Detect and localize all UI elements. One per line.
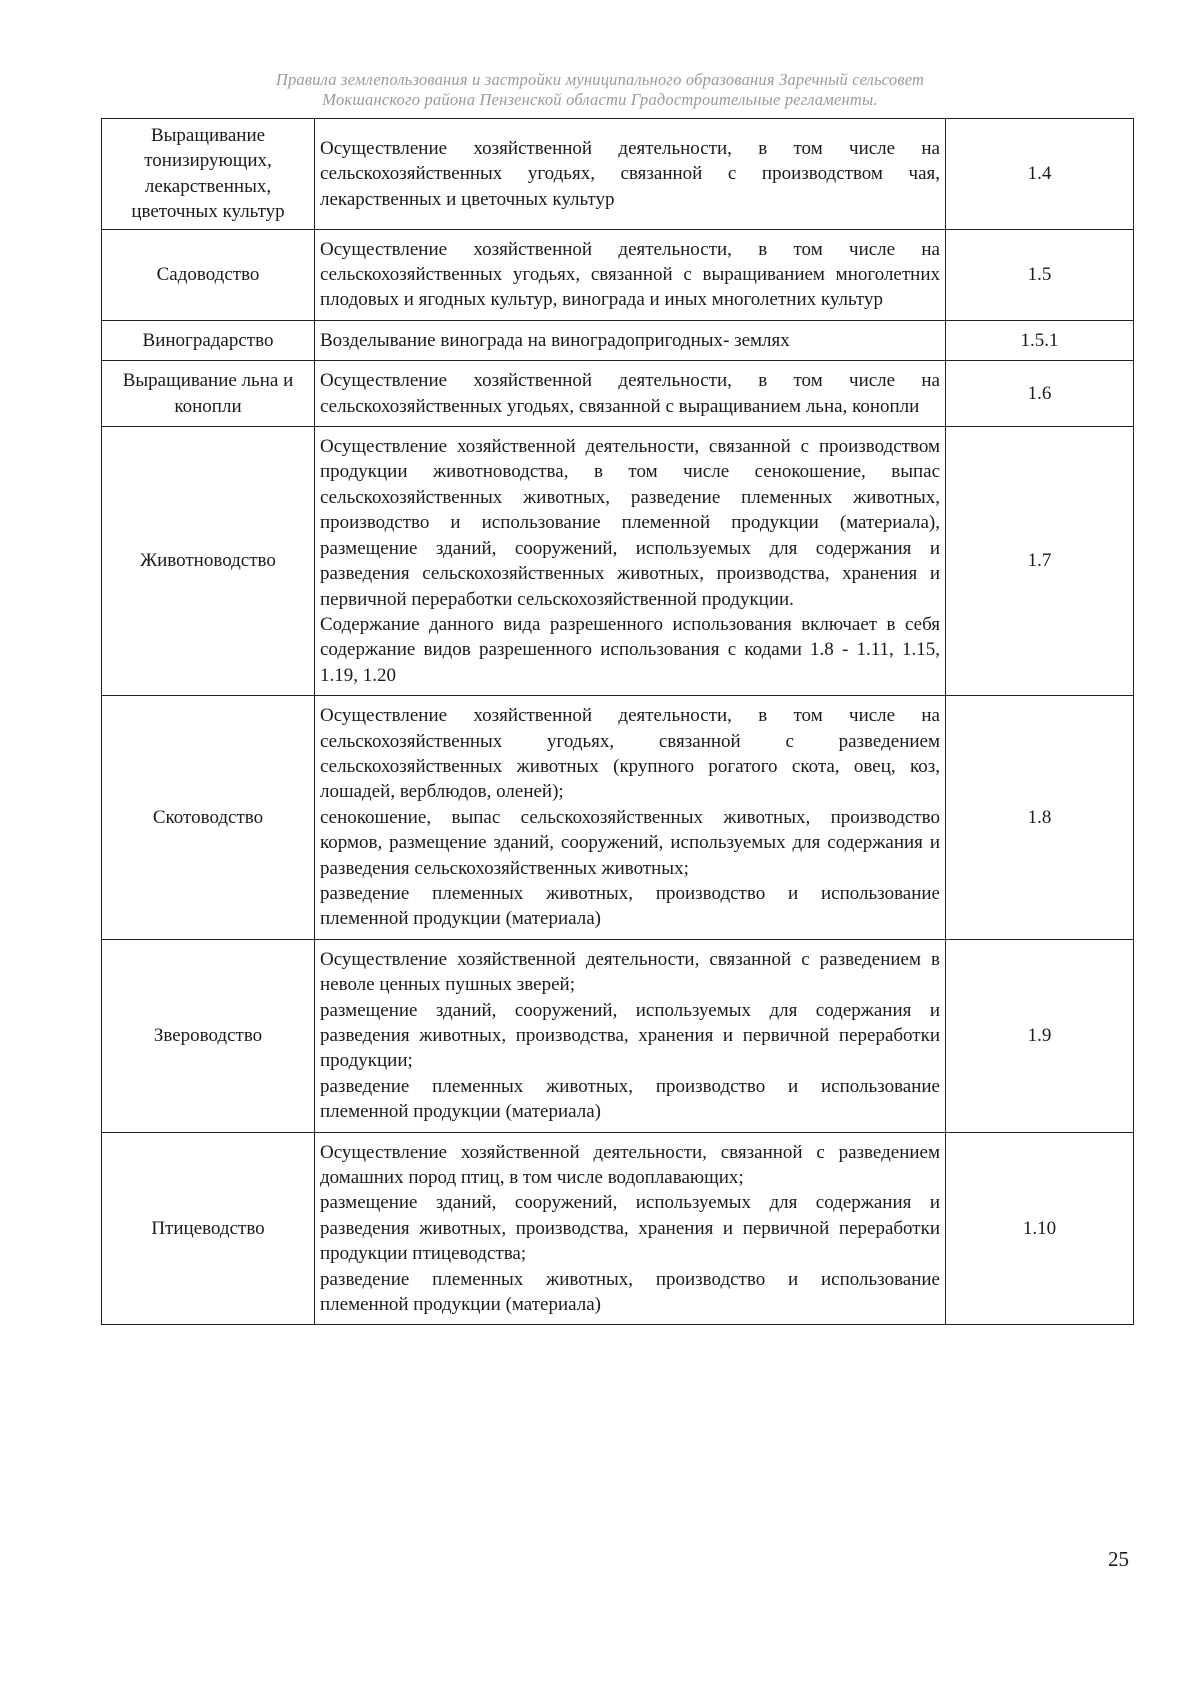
description-paragraph: Осуществление хозяйственной деятельности, в том числе на сельскохозяйственных угодьях, связанной с выращиванием льна, конопли: [320, 370, 940, 417]
use-type-description: [315, 939, 946, 1132]
use-type-code: 1.4: [946, 119, 1134, 230]
description-paragraph: Осуществление хозяйственной деятельности, связанной с разведением в неволе ценных пушных зверей;: [320, 948, 940, 996]
description-paragraph: Осуществление хозяйственной деятельности, связанной с разведением домашних пород птиц, в том числе водоплавающих;: [320, 1141, 940, 1189]
use-type-name: Животноводство: [102, 427, 315, 696]
table-row: [102, 1132, 1134, 1325]
description-paragraph: Осуществление хозяйственной деятельности, в том числе на сельскохозяйственных угодьях, связанной с разведением сельскохозяйственных животных (крупного рогатого скота, овец, коз, лошадей, верблюдов, оленей);: [320, 705, 940, 803]
table-row: [102, 119, 1134, 230]
description-paragraph: разведение племенных животных, производство и использование племенной продукции (материала): [320, 1268, 940, 1316]
page-header: [0, 70, 1200, 110]
description-paragraph: разведение племенных животных, производство и использование племенной продукции (материала): [320, 882, 940, 930]
page-number: 25: [1108, 1547, 1129, 1571]
use-type-description: [315, 119, 946, 230]
use-type-name: Выращивание тонизирующих, лекарственных, цветочных культур: [102, 119, 315, 230]
use-type-name: Виноградарство: [102, 320, 315, 360]
use-type-name: Птицеводство: [102, 1132, 315, 1325]
description-paragraph: сенокошение, выпас сельскохозяйственных животных, производство кормов, размещение зданий, сооружений, используемых для содержания и разведения сельскохозяйственных животных;: [320, 806, 940, 879]
table-row: [102, 696, 1134, 940]
use-type-description: [315, 1132, 946, 1325]
description-paragraph: Осуществление хозяйственной деятельности, в том числе на сельскохозяйственных угодьях, связанной с выращиванием многолетних плодовых и ягодных культур, винограда и иных многолетних культур: [320, 238, 940, 311]
use-type-code: 1.5: [946, 229, 1134, 320]
use-type-description: [315, 320, 946, 360]
use-type-code: 1.7: [946, 427, 1134, 696]
description-paragraph: разведение племенных животных, производство и использование племенной продукции (материала): [320, 1075, 940, 1123]
use-type-code: 1.5.1: [946, 320, 1134, 360]
use-type-description: [315, 229, 946, 320]
header-line-1: Правила землепользования и застройки муниципального образования Заречный сельсовет: [275, 70, 925, 89]
use-type-description: [315, 361, 946, 427]
use-type-description: [315, 696, 946, 940]
description-paragraph: Возделывание винограда на виноградопригодных- землях: [320, 329, 790, 351]
description-paragraph: размещение зданий, сооружений, используемых для содержания и разведения животных, производства, хранения и первичной переработки продукции птицеводства;: [320, 1192, 940, 1265]
use-type-name: Садоводство: [102, 229, 315, 320]
use-type-code: 1.9: [946, 939, 1134, 1132]
use-type-description: [315, 427, 946, 696]
use-type-name: Выращивание льна и конопли: [102, 361, 315, 427]
use-type-code: 1.8: [946, 696, 1134, 940]
description-paragraph: Осуществление хозяйственной деятельности, в том числе на сельскохозяйственных угодьях, связанной с производством чая, лекарственных и цветочных культур: [320, 137, 940, 210]
table-row: [102, 427, 1134, 696]
table-row: [102, 939, 1134, 1132]
use-type-code: 1.10: [946, 1132, 1134, 1325]
use-type-name: Звероводство: [102, 939, 315, 1132]
description-paragraph: Осуществление хозяйственной деятельности, связанной с производством продукции животноводства, в том числе сенокошение, выпас сельскохозяйственных животных, разведение племенных животных, производство и использование племенной продукции (материала), размещение зданий, сооружений, используемых для содержания и разведения сельскохозяйственных животных, производства, хранения и первичной переработки сельскохозяйственной продукции.: [320, 436, 940, 610]
description-paragraph: размещение зданий, сооружений, используемых для содержания и разведения животных, производства, хранения и первичной переработки продукции;: [320, 999, 940, 1072]
regulations-table-body: [102, 119, 1134, 1325]
header-line-2: Мокшанского района Пензенской области Градостроительные регламенты.: [322, 90, 878, 109]
table-row: [102, 320, 1134, 360]
description-paragraph: Содержание данного вида разрешенного использования включает в себя содержание видов разрешенного использования с кодами 1.8 - 1.11, 1.15, 1.19, 1.20: [320, 613, 940, 686]
use-type-code: 1.6: [946, 361, 1134, 427]
table-row: [102, 229, 1134, 320]
use-type-name: Скотоводство: [102, 696, 315, 940]
table-row: [102, 361, 1134, 427]
regulations-table: [101, 118, 1134, 1325]
